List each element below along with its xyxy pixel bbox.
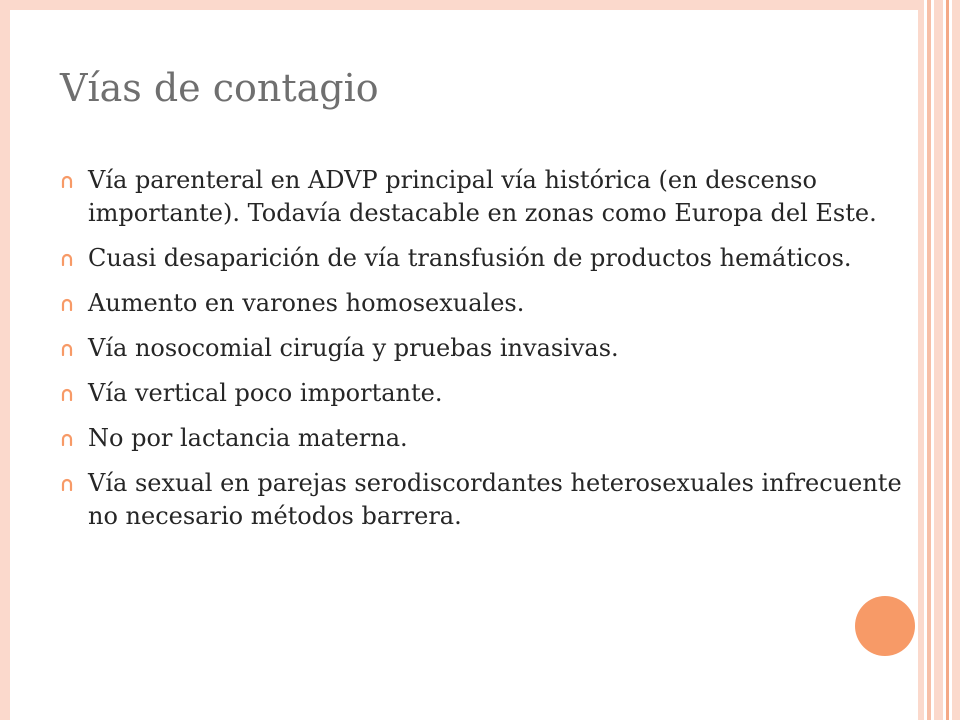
horseshoe-bullet-icon: [60, 342, 74, 356]
horseshoe-bullet-icon: [60, 252, 74, 266]
horseshoe-bullet-icon: [60, 387, 74, 401]
bullet-text: Vía sexual en parejas serodiscordantes heterosexuales infrecuente no necesario métodos barrera.: [88, 469, 902, 530]
bullet-text: Vía parenteral en ADVP principal vía histórica (en descenso importante). Todavía destacable en zonas como Europa del Este.: [88, 166, 877, 227]
bullet-item: [58, 422, 910, 455]
bullet-item: [58, 467, 910, 533]
frame-left-border: [0, 0, 10, 720]
stripe: [927, 0, 931, 720]
horseshoe-bullet-icon: [60, 174, 74, 188]
frame-top-border: [0, 0, 918, 10]
bullet-list: [58, 164, 910, 545]
bullet-text: Vía vertical poco importante.: [88, 379, 443, 407]
bullet-item: [58, 164, 910, 230]
bullet-text: No por lactancia materna.: [88, 424, 408, 452]
horseshoe-bullet-icon: [60, 477, 74, 491]
stripe: [918, 0, 924, 720]
bullet-item: [58, 377, 910, 410]
stripe: [946, 0, 949, 720]
bullet-text: Aumento en varones homosexuales.: [88, 289, 525, 317]
bullet-item: [58, 287, 910, 320]
bullet-text: Vía nosocomial cirugía y pruebas invasivas.: [88, 334, 619, 362]
stripe: [952, 0, 960, 720]
horseshoe-bullet-icon: [60, 297, 74, 311]
bullet-text: Cuasi desaparición de vía transfusión de productos hemáticos.: [88, 244, 852, 272]
slide-title: Vías de contagio: [60, 66, 379, 110]
bullet-item: [58, 242, 910, 275]
stripe: [934, 0, 943, 720]
bullet-item: [58, 332, 910, 365]
accent-circle: [855, 596, 915, 656]
right-stripes: [918, 0, 960, 720]
horseshoe-bullet-icon: [60, 432, 74, 446]
